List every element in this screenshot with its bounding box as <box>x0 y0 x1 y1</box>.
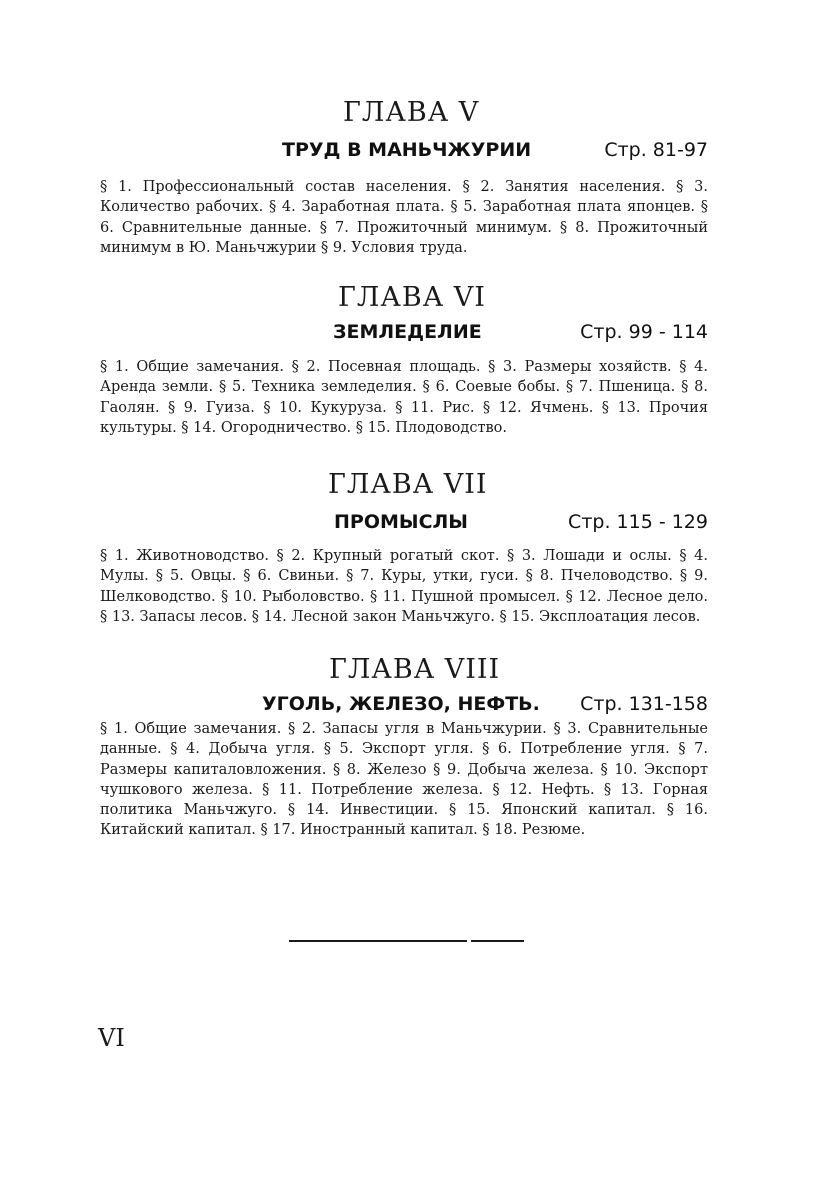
chapter-8-contents: § 1. Общие замечания. § 2. Запасы угля в Маньчжурии. § 3. Сравнительные данные. § 4. Добыча угля. § 5. Экспорт угля. § 6. Потребление угля. § 7. Размеры капиталовложения. § 8. Железо § 9. Добыча железа. § 10. Экспорт чушкового железа. § 11. Потребление железа. § 12. Нефть. § 13. Горная политика Маньчжуго. § 14. Инвестиции. § 15. Японский капитал. § 16. Китайский капитал. § 17. Иностранный капитал. § 18. Резюме. <box>100 721 708 839</box>
closing-rule-left <box>289 940 467 942</box>
chapter-5-contents: § 1. Профессиональный состав населения. § 2. Занятия населения. § 3. Количество рабочих. § 4. Заработная плата. § 5. Заработная плата японцев. § 6. Сравнительные данные. § 7. Прожиточный минимум. § 8. Прожиточный минимум в Ю. Маньчжурии § 9. Условия труда. <box>100 179 708 256</box>
chapter-7-contents: § 1. Животноводство. § 2. Крупный рогатый скот. § 3. Лошади и ослы. § 4. Мулы. § 5. Овцы. § 6. Свиньи. § 7. Куры, утки, гуси. § 8. Пчеловодство. § 9. Шелководство. § 10. Рыболовство. § 11. Пушной промысел. § 12. Лесное дело. § 13. Запасы лесов. § 14. Лесной закон Маньчжуго. § 15. Эксплоатация лесов. <box>100 548 708 625</box>
chapter-8-title: УГОЛЬ, ЖЕЛЕЗО, НЕФТЬ. <box>262 693 540 715</box>
chapter-8-pages: Стр. 131-158 <box>580 693 708 715</box>
chapter-8-heading: ГЛАВА VIII <box>329 654 501 685</box>
page-number: VI <box>98 1024 125 1052</box>
chapter-6-heading: ГЛАВА VI <box>338 282 486 313</box>
chapter-5-title: ТРУД В МАНЬЧЖУРИИ <box>282 139 532 161</box>
chapter-5-heading: ГЛАВА V <box>343 97 480 128</box>
chapter-6-pages: Стр. 99 - 114 <box>580 321 708 343</box>
chapter-6-title: ЗЕМЛЕДЕЛИЕ <box>333 321 482 343</box>
chapter-6-contents: § 1. Общие замечания. § 2. Посевная площадь. § 3. Размеры хозяйств. § 4. Аренда земли. § 5. Техника земледелия. § 6. Соевые бобы. § 7. Пшеница. § 8. Гаолян. § 9. Гуиза. § 10. Кукуруза. § 11. Рис. § 12. Ячмень. § 13. Прочия культуры. § 14. Огородничество. § 15. Плодоводство. <box>100 359 708 436</box>
chapter-7-heading: ГЛАВА VII <box>328 469 488 500</box>
chapter-8-title-row <box>100 693 708 721</box>
chapter-7-title-row <box>100 511 708 539</box>
chapter-7-pages: Стр. 115 - 129 <box>568 511 708 533</box>
closing-rule-right <box>471 940 524 942</box>
chapter-5-pages: Стр. 81-97 <box>604 139 708 161</box>
chapter-5-title-row <box>100 139 708 167</box>
chapter-6-title-row <box>100 321 708 349</box>
chapter-7-title: ПРОМЫСЛЫ <box>334 511 468 533</box>
